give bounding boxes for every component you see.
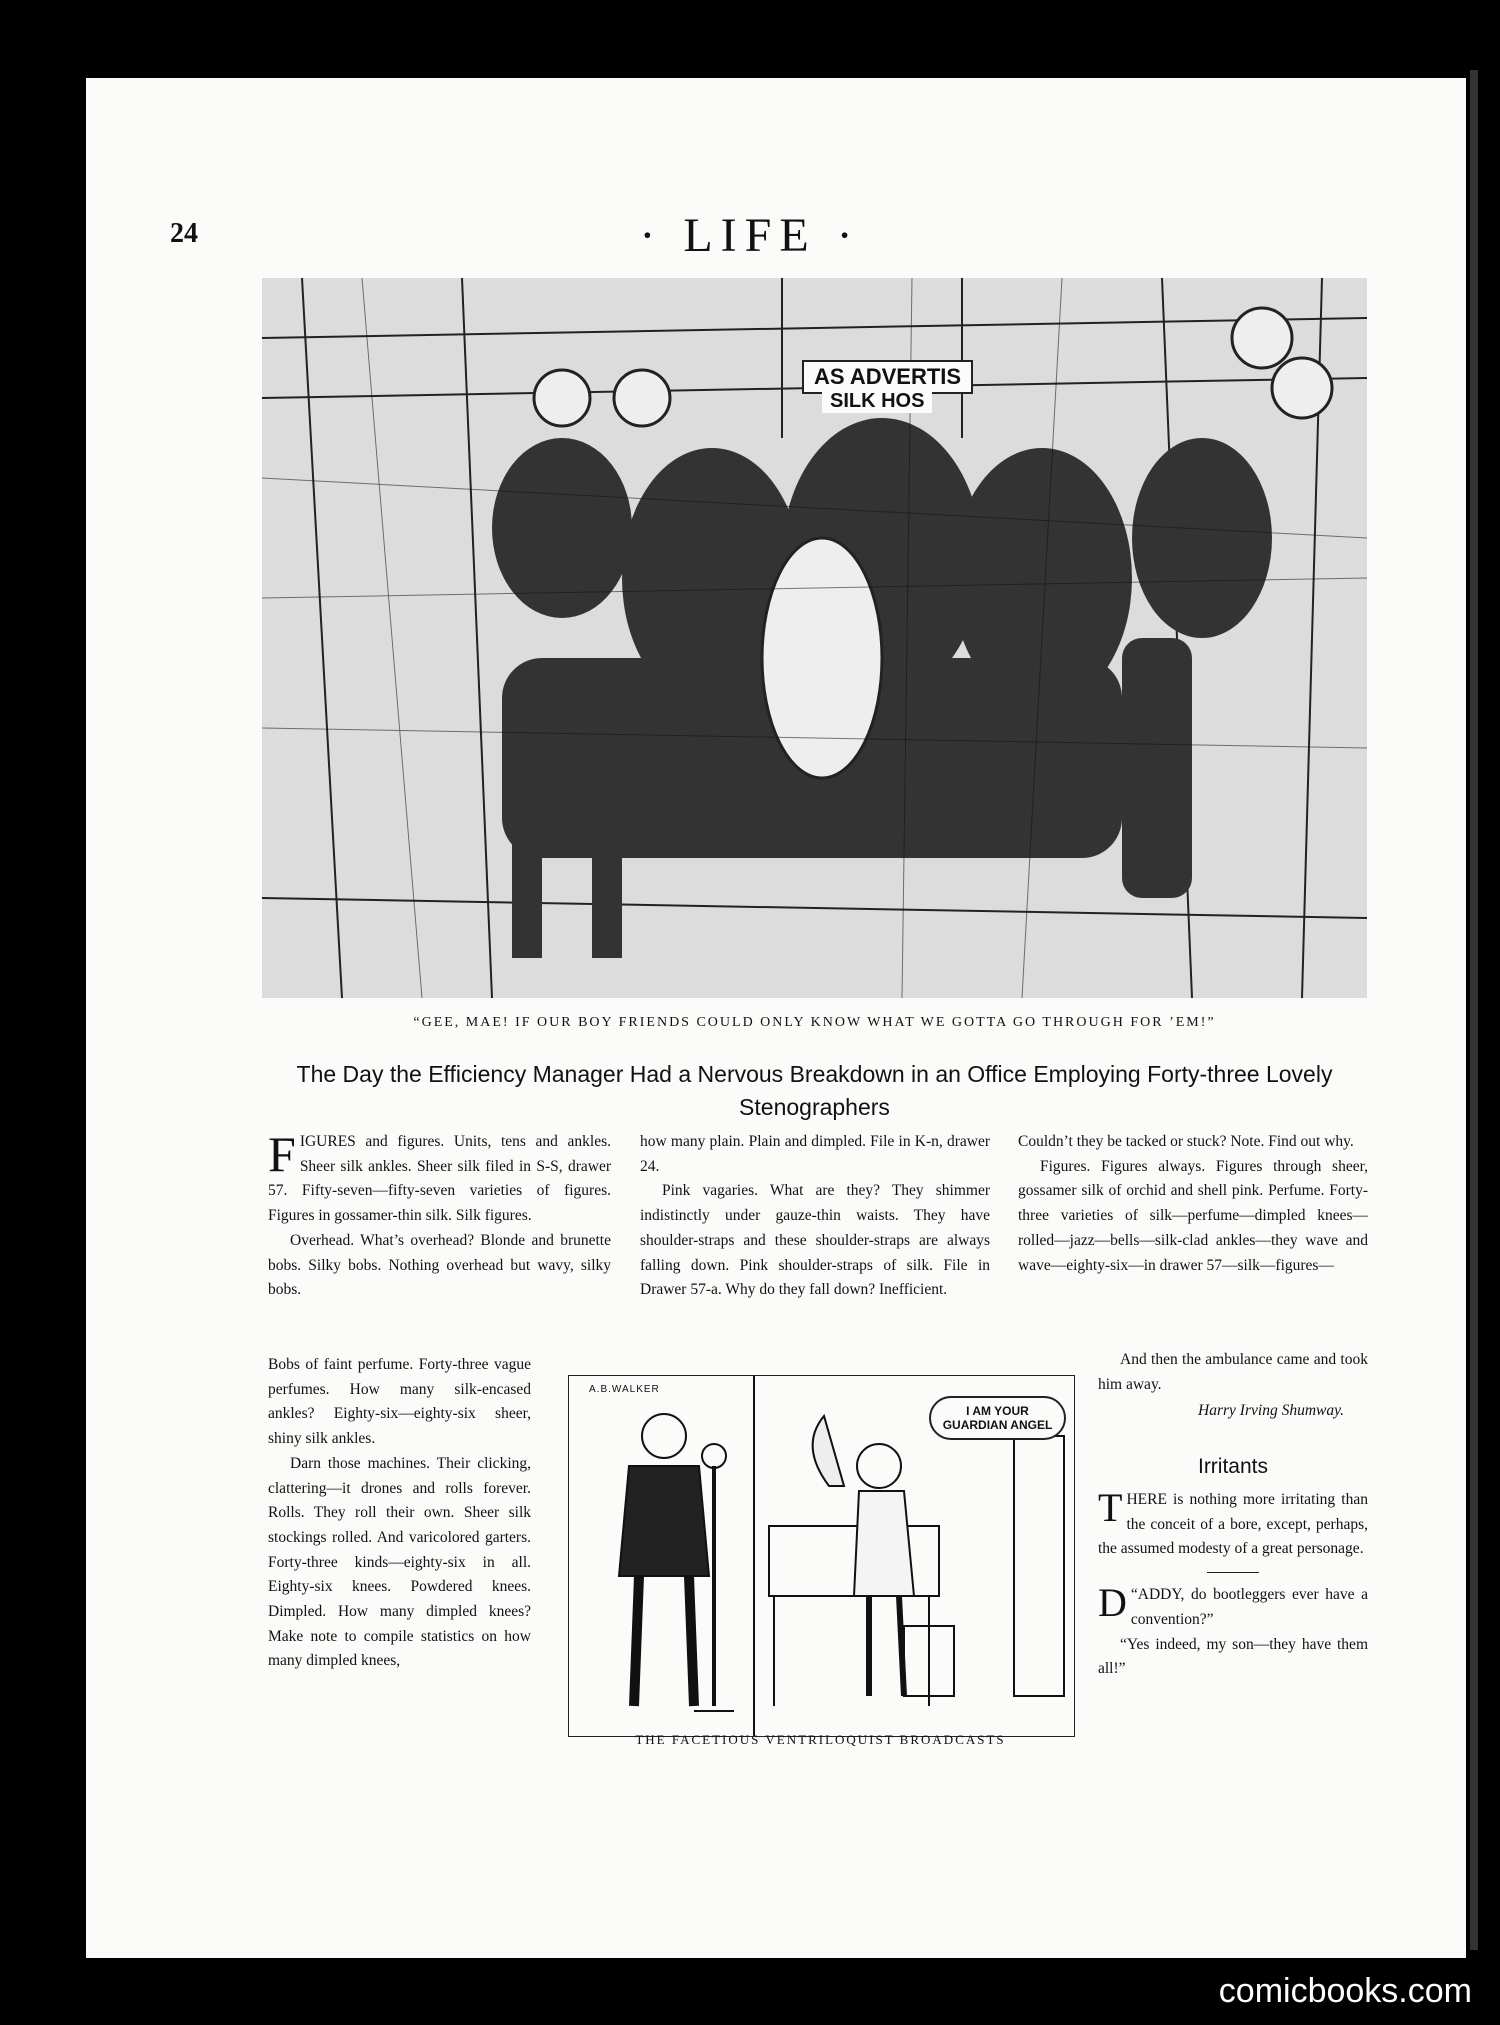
sign-silk-hose: SILK HOS [822,390,932,413]
crowd-illustration [262,278,1367,998]
dropcap-f: F [268,1126,296,1182]
article-headline: The Day the Efficiency Manager Had a Nervous Breakdown in an Office Employing Forty-three Lovely Stenographers [296,1061,1333,1120]
article-column-1-bottom [268,1353,531,1674]
article-paragraph-3: Bobs of faint perfume. Forty-three vague perfumes. How many silk-encased ankles? Eighty-six—eighty-six sheer, shiny silk ankles. [268,1356,531,1448]
page-spine [1470,70,1478,1950]
author-signature: Harry Irving Shumway. [1198,1402,1344,1420]
article-paragraph-1 [268,1126,611,1229]
site-watermark: comicbooks.com [1218,1972,1472,2010]
irritants-text-2: ADDY, do bootleggers ever have a convention?” [1130,1586,1368,1628]
article-paragraph-8: Figures. Figures always. Figures through sheer, gossamer silk of orchid and shell pink. Perfume. Forty-three varieties of silk—perfume—dimpled knees—rolled—jazz—bells—silk-clad ankles—they wave and wave—eighty-six—in drawer 57—silk—figures— [1018,1157,1368,1274]
speech-bubble: I AM YOUR GUARDIAN ANGEL [929,1396,1066,1440]
masthead: · LIFE · [639,209,861,262]
cartoon-artist-signature: A.B.WALKER [589,1384,660,1395]
article-paragraph-9: And then the ambulance came and took him away. [1098,1351,1368,1393]
article-paragraph-5: how many plain. Plain and dimpled. File in K-n, drawer 24. [640,1133,990,1175]
irritants-paragraph-2 [1098,1580,1368,1632]
illustration-caption: “GEE, MAE! IF OUR BOY FRIENDS COULD ONLY KNOW WHAT WE GOTTA GO THROUGH FOR ’EM!” [413,1015,1216,1030]
cartoon-caption: THE FACETIOUS VENTRILOQUIST BROADCASTS [635,1732,1006,1747]
article-paragraph-2: Overhead. What’s overhead? Blonde and brunette bobs. Silky bobs. Nothing overhead but wavy, silky bobs. [268,1231,611,1299]
article-column-3 [1018,1130,1368,1278]
article-paragraph-4: Darn those machines. Their clicking, clattering—it drones and rolls forever. Rolls. They roll their own. Sheer silk stockings rolled. And varicolored garters. Forty-three kinds—eighty-six in all. Eighty-six knees. Powdered knees. Dimpled. How many dimpled knees? Make note to compile statistics on how many dimpled knees, [268,1454,531,1670]
irritants-column [1098,1485,1368,1682]
irritants-title: Irritants [1197,1455,1268,1478]
paragraph-1-text: IGURES and figures. Units, tens and ankles. Sheer silk ankles. Sheer silk filed in S-S, drawer 57. Fifty-seven—fifty-seven varieties of figures. Figures in gossamer-thin silk. Silk figures. [268,1133,611,1225]
irritants-text-1: HERE is nothing more irritating than the conceit of a bore, except, perhaps, the assumed modesty of a great personage. [1098,1491,1368,1558]
dropcap-d: D [1098,1580,1127,1626]
irritants-paragraph-1 [1098,1485,1368,1562]
ventriloquist-cartoon [568,1375,1075,1737]
sign-advertised: AS ADVERTIS [802,360,973,394]
article-column-1-top [268,1126,611,1303]
article-paragraph-6: Pink vagaries. What are they? They shimmer indistinctly under gauze-thin waists. They have shoulder-straps and these shoulder-straps are always falling down. Pink shoulder-straps of silk. File in Drawer 57-a. Why do they fall down? Inefficient. [640,1182,990,1299]
section-divider [1207,1572,1259,1573]
irritants-paragraph-3: “Yes indeed, my son—they have them all!” [1098,1635,1368,1678]
article-column-2 [640,1130,990,1303]
article-ending [1098,1348,1368,1424]
quote-mark: “ [1130,1586,1138,1604]
dropcap-t: T [1098,1485,1123,1530]
page-number: 24 [170,218,198,249]
article-paragraph-7: Couldn’t they be tacked or stuck? Note. Find out why. [1018,1133,1354,1150]
